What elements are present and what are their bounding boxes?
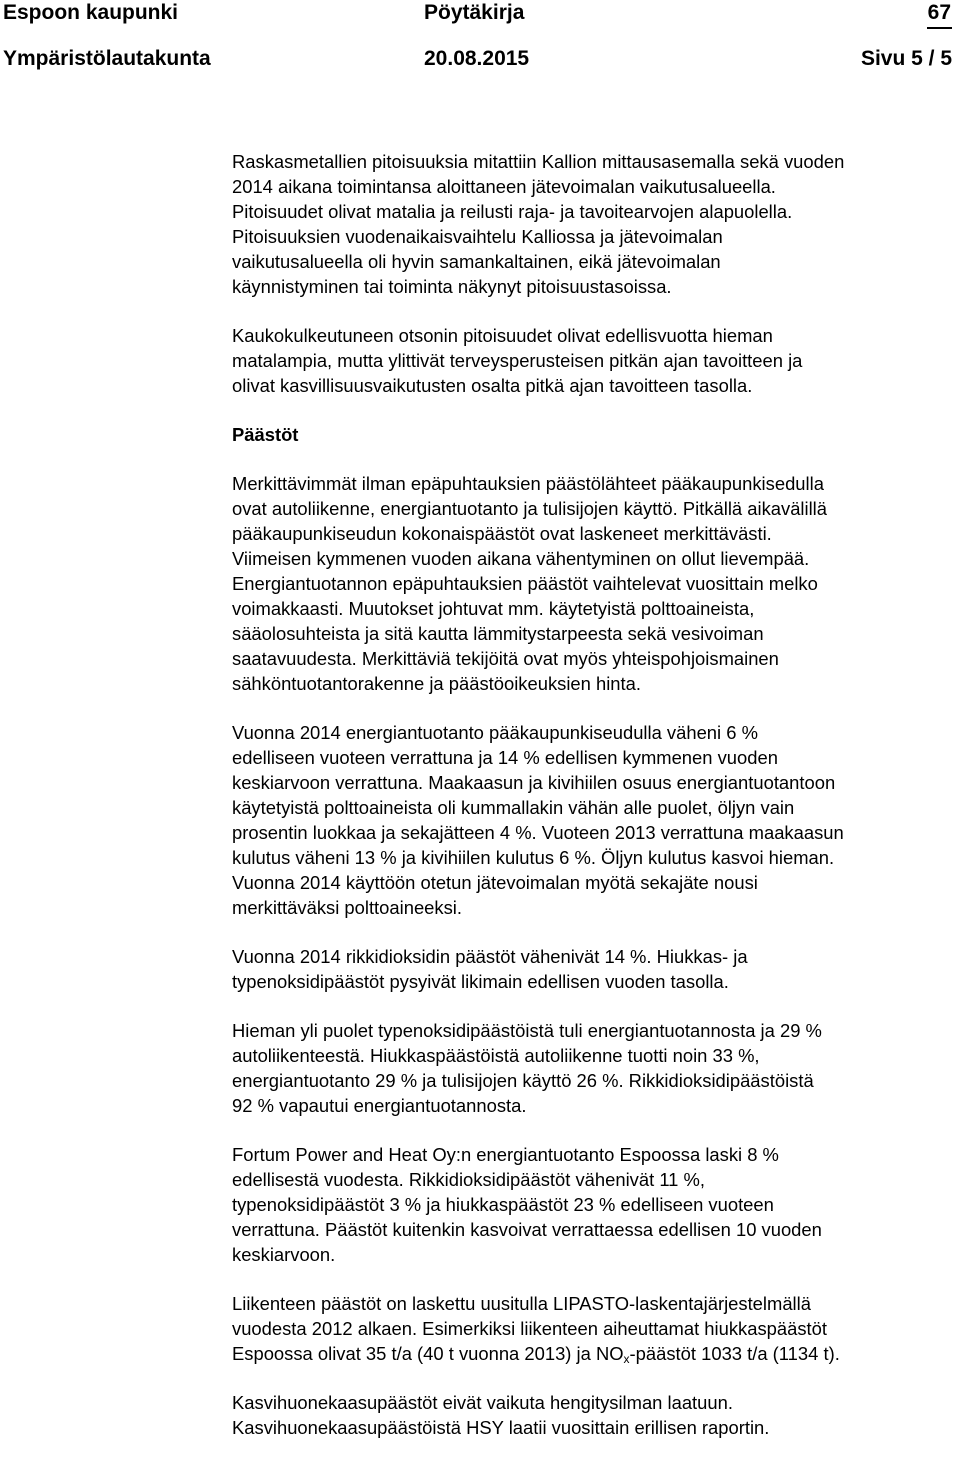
text-fragment: -päästöt 1033 t/a (1134 t). <box>629 1343 840 1364</box>
text-line: Vuonna 2014 energiantuotanto pääkaupunkiseudulla väheni 6 % <box>232 722 758 743</box>
document-type: Pöytäkirja <box>424 1 525 24</box>
text-line: käytetyistä polttoaineista oli kummallakin vähän alle puolet, öljyn vain <box>232 797 795 818</box>
text-line: Vuonna 2014 rikkidioksidin päästöt vähenivät 14 %. Hiukkas- ja <box>232 946 748 967</box>
paragraph-traffic-emissions <box>232 1291 960 1366</box>
text-line: typenoksidipäästöt 3 % ja hiukkaspäästöt 23 % edelliseen vuoteen <box>232 1194 774 1215</box>
text-line: sääolosuhteista ja sitä kautta lämmitystarpeesta sekä vesivoiman <box>232 623 764 644</box>
paragraph-heavy-metals <box>232 149 960 299</box>
subscript-x: x <box>623 1352 630 1366</box>
paragraph-ozone <box>232 323 960 398</box>
text-line: kulutus väheni 13 % ja kivihiilen kulutus 6 %. Öljyn kulutus kasvoi hieman. <box>232 847 835 868</box>
text-line: edelliseen vuoteen verrattuna ja 14 % edellisen kymmenen vuoden <box>232 747 778 768</box>
paragraph-emission-sources <box>232 471 960 696</box>
text-line: sähköntuotantorakenne ja päästöoikeuksien hinta. <box>232 673 641 694</box>
text-line: ovat autoliikenne, energiantuotanto ja tulisijojen käyttö. Pitkällä aikavälillä <box>232 498 827 519</box>
text-line: Pitoisuuksien vuodenaikaisvaihtelu Kalliossa ja jätevoimalan <box>232 226 723 247</box>
text-line: voimakkaasti. Muutokset johtuvat mm. käytetyistä polttoaineista, <box>232 598 755 619</box>
text-line: verrattuna. Päästöt kuitenkin kasvoivat verrattaessa edellisen 10 vuoden <box>232 1219 822 1240</box>
text-line: käynnistyminen tai toiminta näkynyt pitoisuustasoissa. <box>232 276 672 297</box>
text-line: Kasvihuonekaasupäästöt eivät vaikuta hengitysilman laatuun. <box>232 1392 733 1413</box>
text-fragment: Espoossa olivat 35 t/a (40 t vuonna 2013) ja NO <box>232 1343 624 1364</box>
paragraph-emission-shares <box>232 1018 960 1118</box>
text-line: Merkittävimmät ilman epäpuhtauksien päästölähteet pääkaupunkisedulla <box>232 473 824 494</box>
text-line: edellisestä vuodesta. Rikkidioksidipäästöt vähenivät 11 %, <box>232 1169 705 1190</box>
text-line: Raskasmetallien pitoisuuksia mitattiin Kallion mittausasemalla sekä vuoden <box>232 151 845 172</box>
organization-name: Espoon kaupunki <box>3 1 179 24</box>
section-heading-emissions: Päästöt <box>232 424 299 445</box>
text-line: prosentin luokkaa ja sekajätteen 4 %. Vuoteen 2013 verrattuna maakaasun <box>232 822 844 843</box>
text-line: matalampia, mutta ylittivät terveysperusteisen pitkän ajan tavoitteen ja <box>232 350 803 371</box>
committee-name: Ympäristölautakunta <box>3 47 211 70</box>
document-body <box>232 149 960 1464</box>
text-line: Kaukokulkeutuneen otsonin pitoisuudet olivat edellisvuotta hieman <box>232 325 773 346</box>
text-line: autoliikenteestä. Hiukkaspäästöistä autoliikenne tuotti noin 33 %, <box>232 1045 760 1066</box>
meeting-date: 20.08.2015 <box>424 47 530 70</box>
paragraph-greenhouse-gases <box>232 1390 960 1440</box>
text-line: energiantuotanto 29 % ja tulisijojen käyttö 26 %. Rikkidioksidipäästöistä <box>232 1070 814 1091</box>
text-line: Vuonna 2014 käyttöön otetun jätevoimalan myötä sekajäte nousi <box>232 872 758 893</box>
text-line: olivat kasvillisuusvaikutusten osalta pitkä ajan tavoitteen tasolla. <box>232 375 753 396</box>
page-info: Sivu 5 / 5 <box>860 47 952 70</box>
paragraph-energy-production <box>232 720 960 920</box>
text-line: vaikutusalueella oli hyvin samankaltainen, eikä jätevoimalan <box>232 251 721 272</box>
paragraph-fortum <box>232 1142 960 1267</box>
text-line: keskiarvoon. <box>232 1244 336 1265</box>
text-line: 2014 aikana toimintansa aloittaneen jätevoimalan vaikutusalueella. <box>232 176 776 197</box>
text-line: Liikenteen päästöt on laskettu uusitulla LIPASTO-laskentajärjestelmällä <box>232 1293 811 1314</box>
text-line: merkittäväksi polttoaineeksi. <box>232 897 462 918</box>
text-line: Hieman yli puolet typenoksidipäästöistä tuli energiantuotannosta ja 29 % <box>232 1020 822 1041</box>
page-number: 67 <box>927 1 952 29</box>
text-line: Pitoisuudet olivat matalia ja reilusti raja- ja tavoitearvojen alapuolella. <box>232 201 793 222</box>
text-line: Viimeisen kymmenen vuoden aikana vähentyminen on ollut lievempää. <box>232 548 810 569</box>
paragraph-sulfur-dioxide <box>232 944 960 994</box>
text-line: Kasvihuonekaasupäästöistä HSY laatii vuosittain erillisen raportin. <box>232 1417 770 1438</box>
text-line <box>232 1341 960 1366</box>
text-line: keskiarvoon verrattuna. Maakaasun ja kivihiilen osuus energiantuotantoon <box>232 772 836 793</box>
text-line: pääkaupunkiseudun kokonaispäästöt ovat laskeneet merkittävästi. <box>232 523 772 544</box>
text-line: typenoksidipäästöt pysyivät likimain edellisen vuoden tasolla. <box>232 971 729 992</box>
text-line: 92 % vapautui energiantuotannosta. <box>232 1095 527 1116</box>
text-line: vuodesta 2012 alkaen. Esimerkiksi liikenteen aiheuttamat hiukkaspäästöt <box>232 1318 827 1339</box>
text-line: Energiantuotannon epäpuhtauksien päästöt vaihtelevat vuosittain melko <box>232 573 818 594</box>
text-line: Fortum Power and Heat Oy:n energiantuotanto Espoossa laski 8 % <box>232 1144 779 1165</box>
text-line: saatavuudesta. Merkittäviä tekijöitä ovat myös yhteispohjoismainen <box>232 648 779 669</box>
